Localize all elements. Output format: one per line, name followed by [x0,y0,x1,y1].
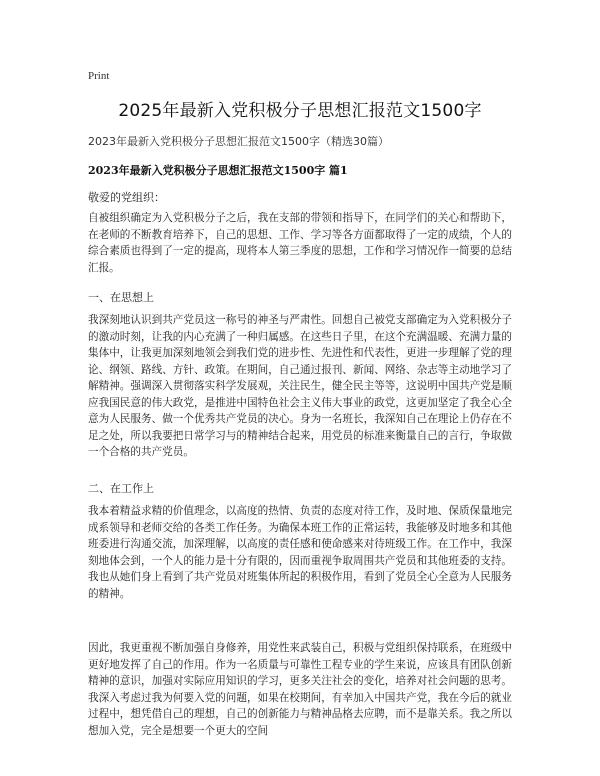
print-link[interactable]: Print [88,70,110,82]
sub-heading-thought: 一、在思想上 [88,291,154,304]
document-subtitle: 2023年最新入党积极分子思想汇报范文1500字（精选30篇） [88,135,389,148]
section-heading: 2023年最新入党积极分子思想汇报范文1500字 篇1 [88,164,348,177]
sub-heading-work: 二、在工作上 [88,482,154,495]
page-title: 2025年最新入党积极分子思想汇报范文1500字 [118,101,482,121]
paragraph-intro: 自被组织确定为入党积极分子之后，我在支部的带领和指导下，在同学们的关心和帮助下，在老师的不断教育培养下，自己的思想、工作、学习等各方面都取得了一定的成绩，个人的综合素质也得到了一定的提高，现将本人第三季度的思想，工作和学习情况作一简要的总结汇报。 [88,212,512,274]
paragraph-thought: 我深刻地认识到共产党员这一称号的神圣与严肃性。回想自己被党支部确定为入党积极分子的激动时刻，让我的内心充满了一种归属感。在这些日子里，在这个充满温暖、充满力量的集体中，让我更加深刻地领会到我们党的进步性、先进性和代表性，更进一步理解了党的理论、纲领、路线、方针、政策。在期间，自己通过报刊、新闻、网络、杂志等主动地学习了解精神。强调深入贯彻落实科学发展观，关注民生，健全民主等等，这说明中国共产党是顺应我国民意的伟大政党，是推进中国特色社会主义伟大事业的政党，这更加坚定了我全心全意为人民服务、做一个优秀共产党员的决心。身为一名班长，我深知自己在理论上仍存在不足之处，所以我要把日常学习与的精神结合起来，用党员的标准来衡量自己的言行，争取做一个合格的共产党员。 [88,314,512,458]
paragraph-work: 我本着精益求精的价值理念，以高度的热情、负责的态度对待工作，及时地、保质保量地完成系领导和老师交给的各类工作任务。为确保本班工作的正常运转，我能够及时地多和其他班委进行沟通交流，加深理解，以高度的责任感和使命感来对待班级工作。在工作中，我深刻地体会到，一个人的能力是十分有限的，因而重视争取周围共产党员和其他班委的支持。我也从她们身上看到了共产党员对班集体所起的积极作用，看到了党员全心全意为人民服务的精神。 [88,505,512,600]
paragraph-study: 因此，我更重视不断加强自身修养，用党性来武装自己，积极与党组织保持联系，在班级中更好地发挥了自己的作用。作为一名质量与可靠性工程专业的学生来说，应该具有团队创新精神的意识，加强对实际应用知识的学习，更多关注社会的变化，培养对社会问题的思考。我深入考虑过我为何要入党的问题，如果在校期间，有幸加入中国共产党，我在今后的就业过程中，想凭借自己的理想，自己的创新能力与精神品格去应聘，而不是靠关系。我之所以想加入党，完全是想要一个更大的空间 [88,642,512,737]
salutation: 敬爱的党组织： [88,191,165,204]
